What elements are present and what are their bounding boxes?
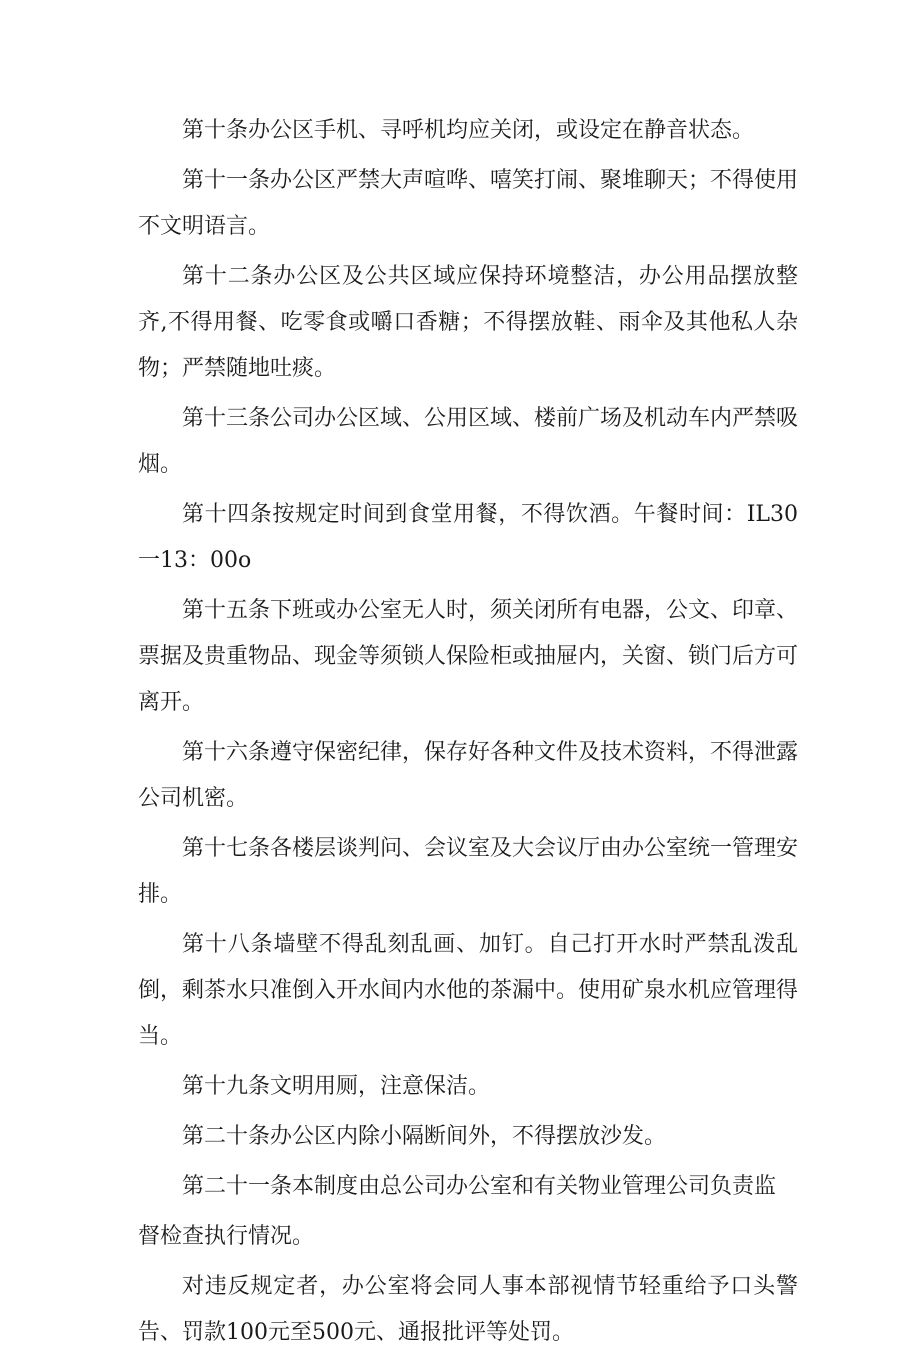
paragraph-penalty: 对违反规定者，办公室将会同人事本部视情节轻重给予口头警告、罚款100元至500元、通报批评等处罚。 [138, 1274, 798, 1345]
document-body [138, 108, 798, 1360]
paragraph-article-16: 第十六条遵守保密纪律，保存好各种文件及技术资料，不得泄露公司机密。 [138, 740, 799, 811]
paragraph-article-13: 第十三条公司办公区域、公用区域、楼前广场及机动车内严禁吸烟。 [138, 406, 799, 477]
paragraph-article-11: 第十一条办公区严禁大声喧哗、嘻笑打闹、聚堆聊天；不得使用不文明语言。 [138, 168, 799, 239]
paragraph-article-21: 第二十一条本制度由总公司办公室和有关物业管理公司负责监 [182, 1174, 777, 1199]
paragraph-article-14: 第十四条按规定时间到食堂用餐，不得饮酒。午餐时间：IL30一13：00o [138, 502, 798, 573]
paragraph-article-10: 第十条办公区手机、寻呼机均应关闭，或设定在静音状态。 [182, 118, 755, 143]
paragraph-article-21-continued: 督检查执行情况。 [138, 1224, 315, 1249]
paragraph-article-20: 第二十条办公区内除小隔断间外，不得摆放沙发。 [182, 1124, 667, 1149]
paragraph-article-18: 第十八条墙壁不得乱刻乱画、加钉。自己打开水时严禁乱泼乱倒，剩茶水只准倒入开水间内水他的茶漏中。使用矿泉水机应管理得当。 [138, 932, 799, 1049]
paragraph-article-15: 第十五条下班或办公室无人时，须关闭所有电器，公文、印章、票据及贵重物品、现金等须锁人保险柜或抽屉内，关窗、锁门后方可离开。 [138, 598, 799, 715]
paragraph-article-17: 第十七条各楼层谈判问、会议室及大会议厅由办公室统一管理安排。 [138, 836, 799, 907]
paragraph-article-19: 第十九条文明用厕，注意保洁。 [182, 1074, 491, 1099]
paragraph-article-12: 第十二条办公区及公共区域应保持环境整洁，办公用品摆放整齐,不得用餐、吃零食或嚼口香糖；不得摆放鞋、雨伞及其他私人杂物；严禁随地吐痰。 [138, 264, 798, 381]
